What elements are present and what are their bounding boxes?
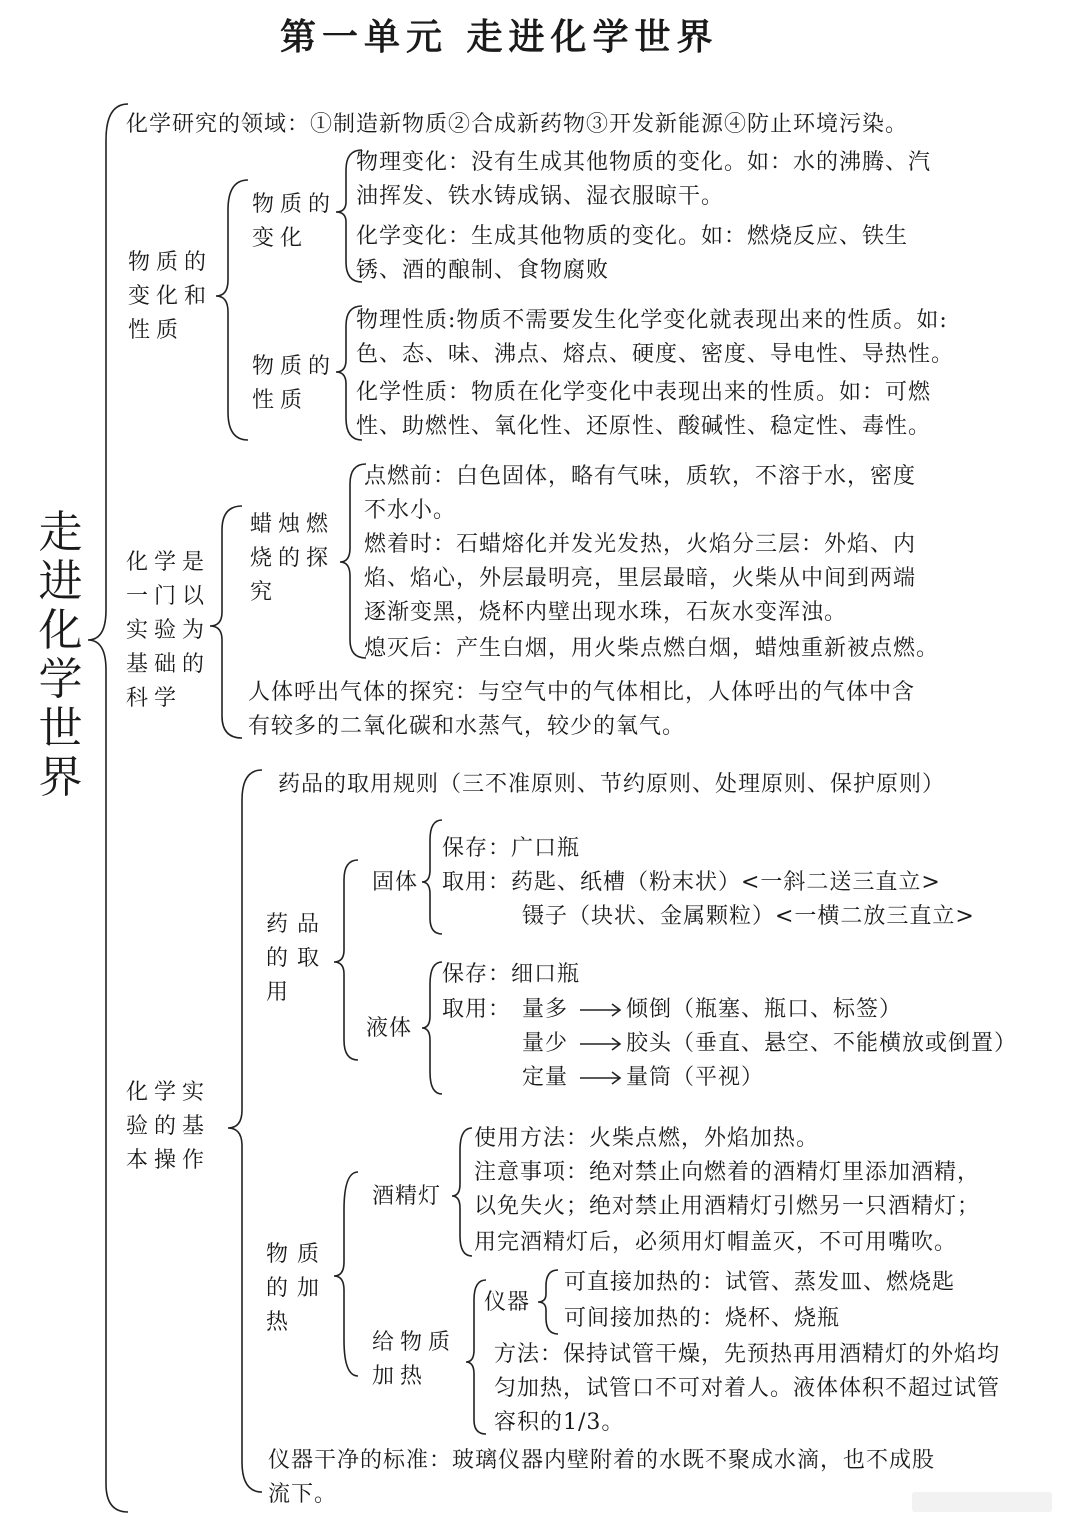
- lamp-use: 使用方法：火柴点燃，外焰加热。: [474, 1126, 820, 1151]
- liquid-much: 量多: [522, 997, 569, 1022]
- sec2-label-line3: 实验为: [126, 618, 211, 643]
- candle-during-line1: 燃着时：石蜡熔化并发光发热，火焰分三层：外焰、内: [364, 532, 917, 557]
- heating-method-line2: 匀加热，试管口不可对着人。液体体积不超过试管: [494, 1376, 1001, 1401]
- solid-label: 固体: [372, 870, 419, 895]
- sec1-label-line3: 性质: [128, 318, 185, 343]
- physical-property-line2: 色、态、味、沸点、熔点、硬度、密度、导电性、导热性。: [356, 342, 955, 367]
- heating-label-line2: 加热: [372, 1364, 429, 1389]
- lamp-notes-line1: 注意事项：绝对禁止向燃着的酒精灯里添加酒精，: [474, 1160, 981, 1185]
- take-label-line2: 的 取: [266, 946, 320, 971]
- liquid-little-method: 胶头（垂直、悬空、不能横放或倒置）: [626, 1031, 1018, 1056]
- liquid-fixed-method: 量筒（平视）: [626, 1065, 765, 1090]
- candle-label-line2: 烧的探: [250, 546, 335, 571]
- liquid-store: 保存：细口瓶: [442, 962, 581, 987]
- candle-during-line3: 逐渐变黑，烧杯内壁出现水珠，石灰水变浑浊。: [364, 600, 848, 625]
- physical-change-line2: 油挥发、铁水铸成锅、湿衣服晾干。: [356, 184, 725, 209]
- liquid-label: 液体: [366, 1016, 413, 1041]
- heat-label-line2: 的 加: [266, 1276, 320, 1301]
- chemical-change-line2: 锈、酒的酿制、食物腐败: [356, 258, 610, 283]
- alcohol-lamp-label: 酒精灯: [372, 1184, 442, 1209]
- liquid-much-method: 倾倒（瓶塞、瓶口、标签）: [626, 997, 903, 1022]
- sec3-label-line2: 验的基: [126, 1114, 211, 1139]
- sec2-label-line5: 科学: [126, 686, 183, 711]
- heat-label-line3: 热: [266, 1310, 290, 1335]
- chemical-property-line1: 化学性质：物质在化学变化中表现出来的性质。如：可燃: [356, 380, 932, 405]
- property-label-line1: 物质的: [252, 354, 337, 379]
- property-label-line2: 性质: [252, 388, 309, 413]
- watermark: [912, 1492, 1052, 1512]
- chemical-property-line2: 性、助燃性、氧化性、还原性、酸碱性、稳定性、毒性。: [356, 414, 932, 439]
- sec1-label-line2: 变化和: [128, 284, 213, 309]
- physical-property-line1: 物理性质:物质不需要发生化学变化就表现出来的性质。如:: [356, 308, 948, 333]
- sec2-label-line2: 一门以: [126, 584, 211, 609]
- sec2-label-line4: 基础的: [126, 652, 211, 677]
- vertical-title: 走进化学世界: [38, 507, 84, 803]
- physical-change-line1: 物理变化：没有生成其他物质的变化。如：水的沸腾、汽: [356, 150, 932, 175]
- sec3-label-line1: 化学实: [126, 1080, 211, 1105]
- take-label-line1: 药 品: [266, 912, 320, 937]
- breath-line1: 人体呼出气体的探究：与空气中的气体相比，人体呼出的气体中含: [248, 680, 916, 705]
- chemical-change-line1: 化学变化：生成其他物质的变化。如：燃烧反应、铁生: [356, 224, 909, 249]
- change-label-line2: 变化: [252, 226, 309, 251]
- direct-heating: 可直接加热的：试管、蒸发皿、燃烧匙: [564, 1270, 956, 1295]
- breath-line2: 有较多的二氧化碳和水蒸气，较少的氧气。: [248, 714, 686, 739]
- solid-store: 保存：广口瓶: [442, 836, 581, 861]
- take-rules: 药品的取用规则（三不准原则、节约原则、处理原则、保护原则）: [278, 772, 946, 797]
- heating-method-line3: 容积的1/3。: [494, 1410, 625, 1435]
- take-label-line3: 用: [266, 980, 290, 1005]
- candle-during-line2: 焰、焰心，外层最明亮，里层最暗，火柴从中间到两端: [364, 566, 917, 591]
- liquid-fixed: 定量: [522, 1065, 569, 1090]
- indirect-heating: 可间接加热的：烧杯、烧瓶: [564, 1306, 841, 1331]
- candle-label-line1: 蜡烛燃: [250, 512, 335, 537]
- heat-label-line1: 物 质: [266, 1242, 320, 1267]
- solid-take-1: 取用：药匙、纸槽（粉末状）<一斜二送三直立>: [442, 870, 941, 895]
- liquid-little: 量少: [522, 1031, 569, 1056]
- clean-standard-line2: 流下。: [268, 1482, 338, 1507]
- lamp-notes-line2: 以免失火；绝对禁止用酒精灯引燃另一只酒精灯；: [474, 1194, 981, 1219]
- candle-after: 熄灭后：产生白烟，用火柴点燃白烟，蜡烛重新被点燃。: [364, 636, 940, 661]
- sec1-label-line1: 物质的: [128, 250, 213, 275]
- liquid-take-prefix: 取用：: [442, 997, 512, 1022]
- candle-label-line3: 究: [250, 580, 279, 605]
- candle-before-line2: 不水小。: [364, 498, 457, 523]
- instrument-label: 仪器: [484, 1290, 531, 1315]
- heating-method-line1: 方法：保持试管干燥，先预热再用酒精灯的外焰均: [494, 1342, 1001, 1367]
- lamp-notes-line3: 用完酒精灯后，必须用灯帽盖灭，不可用嘴吹。: [474, 1230, 958, 1255]
- research-field: 化学研究的领域：①制造新物质②合成新药物③开发新能源④防止环境污染。: [126, 112, 909, 137]
- change-label-line1: 物质的: [252, 192, 337, 217]
- clean-standard-line1: 仪器干净的标准：玻璃仪器内壁附着的水既不聚成水滴，也不成股: [268, 1448, 936, 1473]
- solid-take-2: 镊子（块状、金属颗粒）<一横二放三直立>: [522, 904, 975, 929]
- sec2-label-line1: 化学是: [126, 550, 211, 575]
- heating-label-line1: 给物质: [372, 1330, 457, 1355]
- page-title: 第一单元 走进化学世界: [280, 16, 719, 58]
- sec3-label-line3: 本操作: [126, 1148, 211, 1173]
- candle-before-line1: 点燃前：白色固体，略有气味，质软，不溶于水，密度: [364, 464, 917, 489]
